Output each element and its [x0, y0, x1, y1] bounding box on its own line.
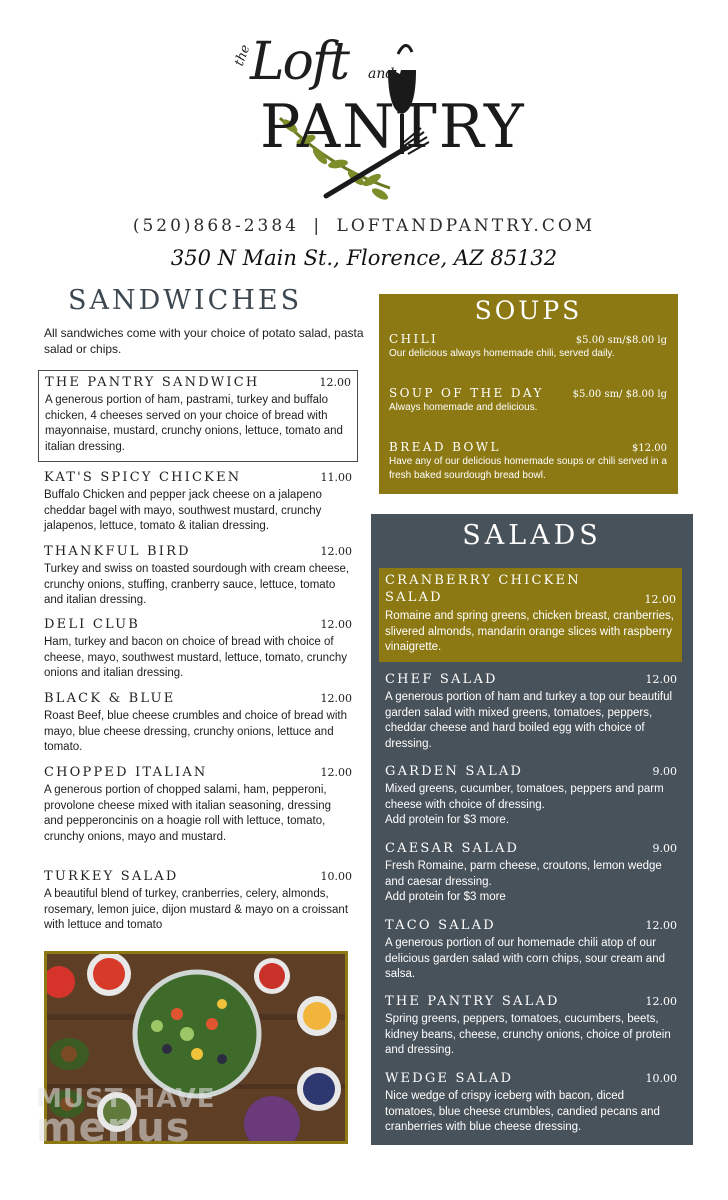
item-price: 12.00 [320, 618, 352, 631]
salads-section [371, 514, 693, 1145]
logo-the: the [231, 42, 254, 69]
item-name: TACO SALAD [385, 918, 496, 933]
item-name: THE PANTRY SALAD [385, 994, 560, 1009]
menu-item-garden-salad [385, 764, 677, 829]
menu-item-black-and-blue [44, 691, 352, 756]
menu-item-chopped-italian [44, 765, 352, 845]
item-name: THE PANTRY SANDWICH [45, 375, 260, 390]
item-name: BLACK & BLUE [44, 691, 176, 706]
contact-separator: | [313, 216, 323, 236]
item-price: 12.00 [320, 692, 352, 705]
item-price: 10.00 [645, 1072, 677, 1085]
item-description: Spring greens, peppers, tomatoes, cucumbers, beets, kidney beans, cheese, crunchy onions, choice of protein and dressing. [385, 1013, 671, 1056]
item-description: Turkey and swiss on toasted sourdough with cream cheese, crunchy onions, stuffing, cranberry sauce, lettuce, tomato and italian dressing. [44, 563, 350, 606]
item-name: CHOPPED ITALIAN [44, 765, 208, 780]
item-price: 12.00 [645, 995, 677, 1008]
menu-item-taco-salad [385, 918, 677, 983]
item-name: SOUP OF THE DAY [389, 386, 544, 400]
item-description: Mixed greens, cucumber, tomatoes, peppers and parm cheese with choice of dressing. [385, 783, 664, 811]
logo-loft: Loft [250, 32, 348, 92]
menu-item-pantry-salad [385, 994, 677, 1059]
item-description: Romaine and spring greens, chicken breast, cranberries, slivered almonds, mandarin orange slices with raspberry vinaigrette. [385, 610, 674, 653]
item-description: Roast Beef, blue cheese crumbles and choice of bread with mayo, blue cheese dressing, crunchy onions, lettuce and tomato. [44, 710, 348, 753]
item-name: CRANBERRY CHICKEN SALAD [385, 573, 581, 605]
menu-item-deli-club [44, 617, 352, 682]
item-description: Have any of our delicious homemade soups or chili served in a fresh baked sourdough bread bowl. [389, 456, 667, 481]
must-have-menus-watermark [36, 1084, 216, 1151]
watermark-line-2: menus [36, 1105, 191, 1151]
soups-title: SOUPS [474, 296, 583, 325]
item-extra: Add protein for $3 more [385, 891, 506, 903]
contact-line [0, 216, 728, 236]
website-link[interactable]: LOFTANDPANTRY.COM [336, 216, 596, 236]
item-price: 12.00 [319, 376, 351, 389]
item-name: WEDGE SALAD [385, 1071, 514, 1086]
item-price: 12.00 [644, 593, 676, 606]
restaurant-logo [220, 18, 526, 208]
menu-item-cranberry-chicken-salad [379, 568, 682, 662]
item-description: Always homemade and delicious. [389, 402, 538, 413]
item-description: Fresh Romaine, parm cheese, croutons, lemon wedge and caesar dressing. [385, 860, 662, 888]
item-price: $12.00 [632, 443, 667, 454]
item-description: Ham, turkey and bacon on choice of bread with choice of cheese, mayo, southwest mustard, lettuce, tomato, crunchy onions and italian dressing. [44, 636, 347, 679]
item-description: Nice wedge of crispy iceberg with bacon, diced tomatoes, blue cheese crumbles, candied pecans and cranberries with blue cheese dressing. [385, 1090, 660, 1133]
menu-item-bread-bowl [389, 440, 667, 483]
item-price: 12.00 [320, 545, 352, 558]
item-price: $5.00 sm/ $8.00 lg [572, 389, 667, 400]
item-name: CAESAR SALAD [385, 841, 520, 856]
sandwiches-intro: All sandwiches come with your choice of potato salad, pasta salad or chips. [44, 326, 364, 356]
item-name: GARDEN SALAD [385, 764, 524, 779]
menu-item-thankful-bird [44, 544, 352, 609]
item-price: 12.00 [645, 919, 677, 932]
item-price: 12.00 [645, 673, 677, 686]
logo-and: and [368, 66, 395, 82]
item-description: A generous portion of ham and turkey a top our beautiful garden salad with mixed greens, tomatoes, peppers, cheddar cheese and hard boiled egg with choice of dressing. [385, 691, 673, 750]
item-extra: Add protein for $3 more. [385, 814, 510, 826]
item-description: Our delicious always homemade chili, served daily. [389, 348, 615, 359]
phone-number: (520)868-2384 [132, 216, 299, 236]
menu-item-wedge-salad [385, 1071, 677, 1136]
address: 350 N Main St., Florence, AZ 85132 [170, 246, 558, 270]
menu-item-caesar-salad [385, 841, 677, 906]
item-price: 9.00 [652, 842, 677, 855]
item-price: 10.00 [320, 870, 352, 883]
item-description: A generous portion of our homemade chili atop of our delicious garden salad with corn chips, sour cream and salsa. [385, 937, 665, 980]
item-name: DELI CLUB [44, 617, 140, 632]
item-name: KAT'S SPICY CHICKEN [44, 470, 242, 485]
salads-title: SALADS [462, 520, 602, 551]
menu-item-turkey-salad [44, 869, 352, 934]
item-description: Buffalo Chicken and pepper jack cheese on a jalapeno cheddar bagel with mayo, southwest mustard, crunchy jalapenos, lettuce, tomato & italian dressing. [44, 489, 322, 532]
menu-item-chef-salad [385, 672, 677, 752]
menu-item-chili [389, 332, 667, 361]
item-name: TURKEY SALAD [44, 869, 179, 884]
item-name: CHILI [389, 332, 439, 346]
item-name: BREAD BOWL [389, 440, 501, 454]
item-price: 11.00 [320, 471, 352, 484]
item-description: A generous portion of chopped salami, ham, pepperoni, provolone cheese mixed with italian seasoning, dressing and pepperoncinis on a hoagie roll with lettuce, tomato, crunchy onions, mayo and mustard. [44, 784, 332, 843]
soups-section [379, 294, 678, 494]
sandwiches-title: SANDWICHES [68, 285, 303, 316]
logo-pantry: PANTRY [260, 92, 526, 162]
item-name: THANKFUL BIRD [44, 544, 191, 559]
menu-item-kats-spicy-chicken [44, 470, 352, 535]
item-price: 12.00 [320, 766, 352, 779]
item-description: A beautiful blend of turkey, cranberries, celery, almonds, rosemary, lemon juice, dijon mustard & mayo on a croissant with lettuce and tomato [44, 888, 349, 931]
menu-item-soup-of-the-day [389, 386, 667, 415]
menu-item-pantry-sandwich [38, 370, 358, 462]
item-description: A generous portion of ham, pastrami, turkey and buffalo chicken, 4 cheeses served on your choice of bread with mayonnaise, mustard, crunchy onions, lettuce, tomato and italian dressing. [45, 394, 343, 453]
item-price: $5.00 sm/$8.00 lg [575, 335, 667, 346]
watermark-line-1: MUST HAVE [36, 1084, 216, 1114]
item-price: 9.00 [652, 765, 677, 778]
item-name: CHEF SALAD [385, 672, 498, 687]
